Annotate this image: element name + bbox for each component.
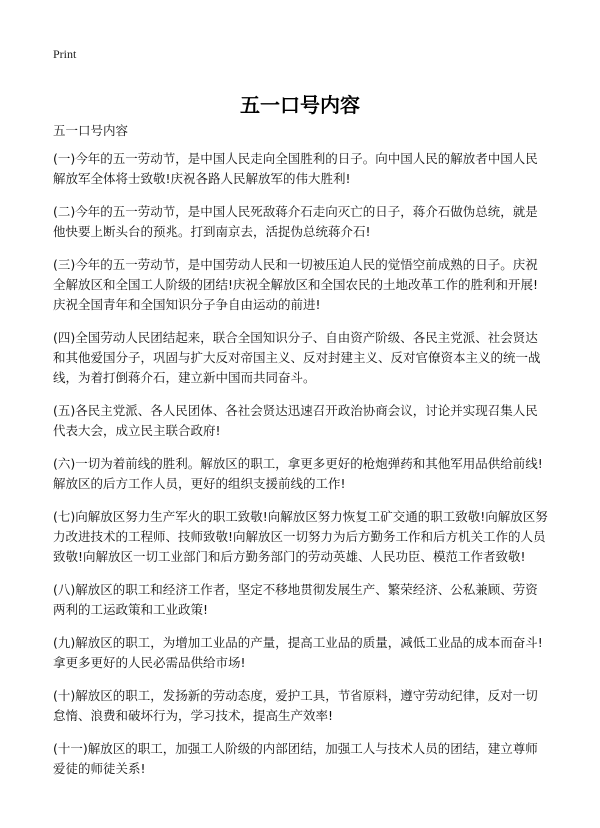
slogan-paragraph: (五)各民主党派、各人民团体、各社会贤达迅速召开政治协商会议，讨论并实现召集人民代表大会，成立民主联合政府! [53,403,538,438]
slogan-paragraph: (八)解放区的职工和经济工作者，坚定不移地贯彻发展生产、繁荣经济、公私兼顾、劳资两利的工运政策和工业政策! [53,582,538,617]
slogan-paragraph: (十一)解放区的职工，加强工人阶级的内部团结，加强工人与技术人员的团结，建立尊师爱徒的师徒关系! [53,741,538,776]
slogan-paragraph: (六)一切为着前线的胜利。解放区的职工，拿更多更好的枪炮弹药和其他军用品供给前线!解放区的后方工作人员，更好的组织支援前线的工作! [53,456,543,491]
slogan-paragraph: (一)今年的五一劳动节，是中国人民走向全国胜利的日子。向中国人民的解放者中国人民解放军全体将士致敬!庆祝各路人民解放军的伟大胜利! [53,151,538,186]
page-title: 五一口号内容 [240,93,360,118]
slogan-paragraph: (二)今年的五一劳动节，是中国人民死敌蒋介石走向灭亡的日子，蒋介石做伪总统，就是他快要上断头台的预兆。打到南京去，活捉伪总统蒋介石! [53,204,538,239]
document-subtitle: 五一口号内容 [53,123,129,138]
slogan-paragraph: (七)向解放区努力生产军火的职工致敬!向解放区努力恢复工矿交通的职工致敬!向解放区努力改进技术的工程师、技师致敬!向解放区一切努力为后方勤务工作和后方机关工作的人员致敬!向解放区一切工业部门和后方勤务部门的劳动英雄、人民功臣、模范工作者致敬! [53,509,548,564]
document-body [53,121,548,792]
slogan-paragraph: (四)全国劳动人民团结起来，联合全国知识分子、自由资产阶级、各民主党派、社会贤达和其他爱国分子，巩固与扩大反对帝国主义、反对封建主义、反对官僚资本主义的统一战线，为着打倒蒋介石，建立新中国而共同奋斗。 [53,330,541,385]
slogan-paragraph: (九)解放区的职工，为增加工业品的产量，提高工业品的质量，减低工业品的成本而奋斗!拿更多更好的人民必需品供给市场! [53,635,543,670]
print-link[interactable]: Print [53,47,77,61]
slogan-paragraph: (十)解放区的职工，发扬新的劳动态度，爱护工具，节省原料，遵守劳动纪律，反对一切怠惰、浪费和破坏行为，学习技术，提高生产效率! [53,688,538,723]
slogan-paragraph: (三)今年的五一劳动节，是中国劳动人民和一切被压迫人民的觉悟空前成熟的日子。庆祝全解放区和全国工人阶级的团结!庆祝全解放区和全国农民的土地改革工作的胜利和开展!庆祝全国青年和全国知识分子争自由运动的前进! [53,257,539,312]
